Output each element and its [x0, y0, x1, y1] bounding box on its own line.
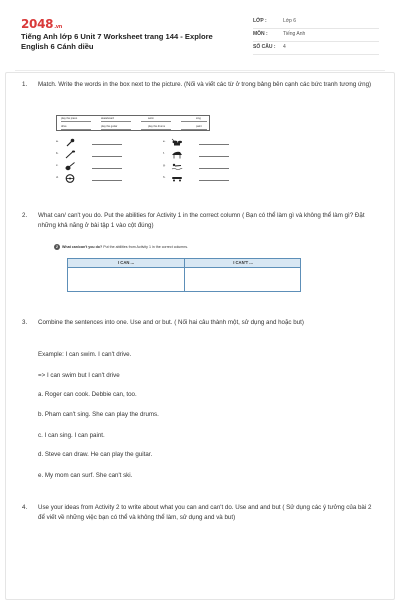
meta-key: LỚP :	[253, 18, 267, 24]
meta-key: MÔN :	[253, 31, 268, 37]
exercise-item: b. Pham can't sing. She can play the drums.	[38, 411, 159, 418]
activity-title: What can/can't you do?	[62, 244, 103, 249]
question-text: Use your ideas from Activity 2 to write about what you can and can't do. Use and and but ( Sử dụng các ý tưởng của bài 2 để viết về những việc bạn có thể và không thể làm, sử dụng and và but)	[38, 504, 372, 521]
word-item: play the piano	[61, 117, 78, 120]
word-underline	[61, 129, 91, 130]
item-label: a.	[56, 139, 59, 143]
meta-key: SỐ CÂU :	[253, 44, 276, 50]
word-item: play the guitar	[101, 125, 118, 128]
word-underline	[181, 121, 207, 122]
answer-line[interactable]	[92, 144, 122, 145]
page-header	[0, 0, 400, 68]
header-divider	[15, 70, 385, 71]
drums-icon	[171, 138, 183, 147]
guitar-icon	[64, 162, 76, 171]
site-logo[interactable]	[21, 17, 62, 31]
word-item: sing	[196, 117, 201, 120]
question-number: 4.	[22, 504, 28, 511]
page-title: Tiếng Anh lớp 6 Unit 7 Worksheet trang 144 - Explore English 6 Cánh diều	[21, 32, 213, 51]
activity-badge: 2	[54, 244, 60, 250]
answer-line[interactable]	[199, 156, 229, 157]
logo-suffix: .vn	[54, 24, 63, 30]
exercise-item: e. My mom can surf. She can't ski.	[38, 472, 133, 479]
exercise-item: d. Steve can draw. He can play the guitar.	[38, 451, 153, 458]
word-underline	[181, 129, 207, 130]
meta-row-class	[253, 16, 379, 29]
logo-main: 2048	[21, 17, 54, 31]
skateboard-icon	[171, 174, 183, 183]
match-item-a	[56, 138, 136, 147]
question-text: Combine the sentences into one. Use and or but. ( Nối hai câu thành một, sử dụng and hoặc but)	[38, 319, 304, 326]
match-item-e	[163, 138, 243, 147]
word-underline	[61, 121, 91, 122]
example-line: Example: I can swim. I can't drive.	[38, 351, 132, 358]
match-item-c	[56, 162, 136, 171]
meta-value: 4	[283, 44, 286, 50]
match-item-f	[163, 150, 243, 159]
paintbrush-icon	[64, 150, 76, 159]
word-underline	[101, 121, 131, 122]
swimmer-icon	[171, 162, 183, 171]
exercise-item: c. I can sing. I can paint.	[38, 432, 105, 439]
word-underline	[141, 129, 171, 130]
item-label: h.	[163, 175, 166, 179]
item-label: f.	[163, 151, 165, 155]
piano-icon	[171, 150, 183, 159]
answer-line[interactable]	[199, 144, 229, 145]
word-item: play the drums	[148, 125, 166, 128]
match-item-h	[163, 174, 243, 183]
answer-line[interactable]	[92, 156, 122, 157]
question-text: Match. Write the words in the box next to the picture. (Nối và viết các từ ở trong bảng bên cạnh các bức tranh tương ứng)	[38, 81, 372, 88]
question-number: 1.	[22, 81, 28, 88]
item-label: g.	[163, 163, 166, 167]
word-item: swim	[148, 117, 154, 120]
meta-row-subject	[253, 29, 379, 42]
meta-row-count	[253, 42, 379, 55]
word-item: skateboard	[101, 117, 114, 120]
word-underline	[141, 121, 171, 122]
word-box	[56, 115, 210, 131]
example-answer: => I can swim but I can't drive	[38, 372, 120, 379]
activity-instruction	[54, 244, 188, 250]
word-underline	[101, 129, 131, 130]
exercise-item: a. Roger can cook. Debbie can, too.	[38, 391, 137, 398]
abilities-table	[67, 258, 301, 292]
meta-value: Lớp 6	[283, 18, 297, 24]
answer-line[interactable]	[199, 168, 229, 169]
steering-wheel-icon	[64, 174, 76, 183]
item-label: e.	[163, 139, 166, 143]
question-number: 2.	[22, 212, 28, 219]
word-item: drive	[61, 125, 67, 128]
word-item: paint	[196, 125, 202, 128]
question-number: 3.	[22, 319, 28, 326]
activity-subtext: Put the abilities from Activity 1 in the correct columns.	[103, 244, 189, 249]
item-label: b.	[56, 151, 59, 155]
answer-line[interactable]	[199, 180, 229, 181]
match-item-g	[163, 162, 243, 171]
answer-line[interactable]	[92, 168, 122, 169]
microphone-icon	[64, 138, 76, 147]
column-cant: I CAN'T ...	[233, 260, 253, 265]
question-text: What can/ can't you do. Put the abilities for Activity 1 in the correct column ( Bạn có thể làm gì và không thể làm gì? Đặt những khả năng ở bài tập 1 vào cột đúng)	[38, 212, 365, 229]
column-can: I CAN ...	[117, 260, 135, 265]
item-label: c.	[56, 163, 59, 167]
item-label: d.	[56, 175, 59, 179]
meta-info	[253, 16, 379, 55]
meta-value: Tiếng Anh	[283, 31, 306, 37]
answer-line[interactable]	[92, 180, 122, 181]
match-item-b	[56, 150, 136, 159]
match-item-d	[56, 174, 136, 183]
